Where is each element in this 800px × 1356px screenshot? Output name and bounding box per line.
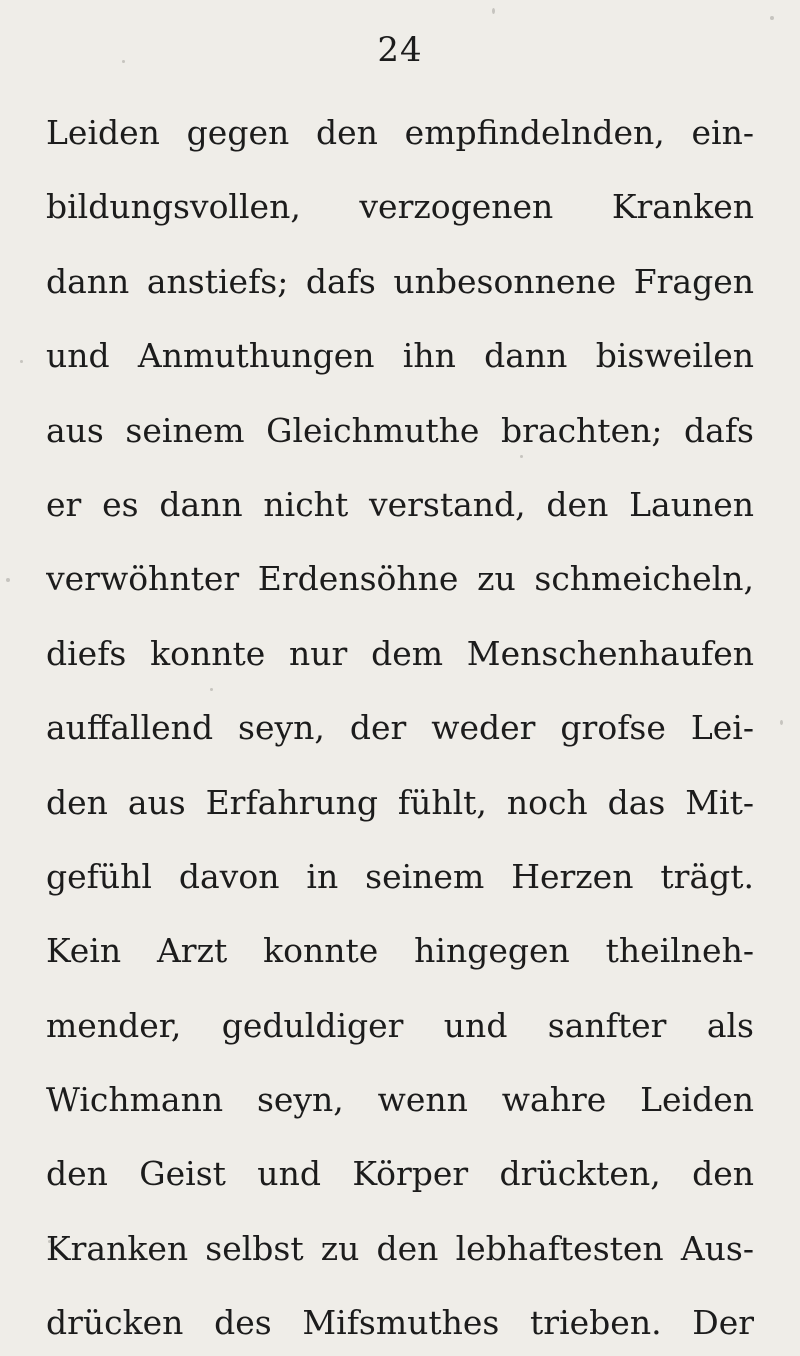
text-line: gefühl davon in seinem Herzen trägt. (46, 856, 754, 896)
text-line: auffallend seyn, der weder grofse Lei- (46, 708, 754, 748)
text-line: drücken des Mifsmuthes trieben. Der (46, 1303, 754, 1343)
text-line: Kein Arzt konnte hingegen theilneh- (46, 931, 754, 971)
paper-speckle (492, 8, 495, 14)
text-line: verwöhnter Erdensöhne zu schmeicheln, (46, 559, 754, 599)
paper-speckle (6, 578, 10, 582)
text-line: dann anstiefs; dafs unbesonnene Fragen (46, 261, 754, 301)
text-line: den Geist und Körper drückten, den (46, 1154, 754, 1194)
page-number: 24 (377, 30, 423, 70)
text-line: er es dann nicht verstand, den Launen (46, 484, 754, 524)
text-line: bildungsvollen, verzogenen Kranken (46, 187, 754, 227)
paper-speckle (20, 360, 23, 363)
body-text (46, 96, 754, 1356)
paper-speckle (770, 16, 774, 20)
text-line: aus seinem Gleichmuthe brachten; dafs (46, 410, 754, 450)
text-line: diefs konnte nur dem Menschenhaufen (46, 633, 754, 673)
text-line: Leiden gegen den empfindelnden, ein- (46, 113, 754, 152)
text-line: mender, geduldiger und sanfter als (46, 1005, 754, 1045)
text-line: den aus Erfahrung fühlt, noch das Mit- (46, 782, 754, 822)
paper-speckle (780, 720, 783, 725)
text-line: Wichmann seyn, wenn wahre Leiden (46, 1080, 754, 1120)
text-line: und Anmuthungen ihn dann bisweilen (46, 336, 754, 376)
text-line: Kranken selbst zu den lebhaftesten Aus- (46, 1228, 754, 1268)
